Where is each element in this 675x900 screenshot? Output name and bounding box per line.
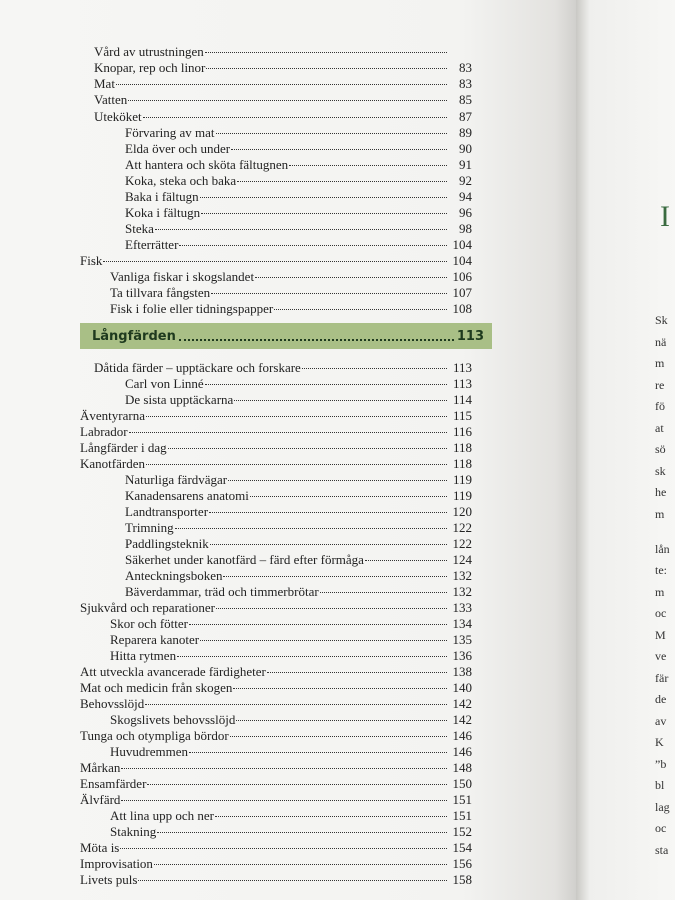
toc-page-number: 132 xyxy=(452,584,472,599)
toc-leader-dots xyxy=(216,608,447,609)
toc-entry-title: Baka i fältugn xyxy=(125,189,199,204)
toc-leader-dots xyxy=(179,245,447,246)
toc-entry xyxy=(80,44,472,60)
toc-leader-dots xyxy=(155,229,447,230)
toc-entry-title: De sista upptäckarna xyxy=(125,392,234,407)
toc-entry-title: Huvudremmen xyxy=(110,744,188,759)
toc-entry-title: Möta is xyxy=(80,840,120,855)
toc-page-number: 90 xyxy=(459,141,472,156)
toc-entry xyxy=(80,760,472,776)
right-page-text-fragment: de xyxy=(655,692,667,706)
chapter-heading-initial: I xyxy=(660,200,670,233)
toc-page-number: 92 xyxy=(459,173,472,188)
toc-page-number: 156 xyxy=(452,856,472,871)
toc-entry-title: Behovsslöjd xyxy=(80,696,145,711)
right-page-text-fragment: sö xyxy=(655,442,666,456)
toc-page-number: 142 xyxy=(452,712,472,727)
toc-leader-dots xyxy=(274,309,447,310)
right-page-text-fragment: at xyxy=(655,421,664,435)
toc-entry xyxy=(80,301,472,317)
toc-entry xyxy=(80,664,472,680)
toc-entry xyxy=(80,456,472,472)
toc-entry xyxy=(80,856,472,872)
toc-page-number: 148 xyxy=(452,760,472,775)
toc-page-number: 132 xyxy=(452,568,472,583)
toc-leader-dots xyxy=(231,149,447,150)
right-page-text-fragment: K xyxy=(655,735,664,749)
right-page xyxy=(576,0,675,900)
toc-page-number: 146 xyxy=(452,744,472,759)
toc-entry-title: Mat och medicin från skogen xyxy=(80,680,233,695)
toc-entry xyxy=(80,157,472,173)
toc-leader-dots xyxy=(128,100,447,101)
toc-entry xyxy=(80,840,472,856)
toc-entry-title: Uteköket xyxy=(94,109,142,124)
toc-entry-title: Tunga och otympliga bördor xyxy=(80,728,229,743)
toc-page-number: 87 xyxy=(459,109,472,124)
toc-page-number: 122 xyxy=(452,536,472,551)
toc-leader-dots xyxy=(177,656,447,657)
right-page-text-fragment: m xyxy=(655,507,665,521)
toc-entry-title: Att lina upp och ner xyxy=(110,808,214,823)
toc-entry-title: Reparera kanoter xyxy=(110,632,200,647)
toc-page-number: 108 xyxy=(452,301,472,316)
toc-page-number: 140 xyxy=(452,680,472,695)
toc-page-number: 83 xyxy=(459,76,472,91)
toc-leader-dots xyxy=(255,277,447,278)
toc-entry xyxy=(80,712,472,728)
toc-leader-dots xyxy=(237,181,447,182)
toc-entry-title: Vanliga fiskar i skogslandet xyxy=(110,269,255,284)
right-page-text-fragment: oc xyxy=(655,821,667,835)
toc-entry xyxy=(80,696,472,712)
toc-entry xyxy=(80,360,472,376)
toc-entry-title: Vatten xyxy=(94,92,128,107)
toc-entry xyxy=(80,680,472,696)
toc-leader-dots xyxy=(365,560,447,561)
toc-entry xyxy=(80,872,472,888)
toc-page-number: 114 xyxy=(452,392,472,407)
right-page-text-fragment: ”b xyxy=(655,757,667,771)
toc-page-number: 116 xyxy=(452,424,472,439)
toc-page-number: 113 xyxy=(452,376,472,391)
toc-entry-title: Improvisation xyxy=(80,856,153,871)
toc-entry-title: Sjukvård och reparationer xyxy=(80,600,216,615)
toc-entry xyxy=(80,520,472,536)
toc-entry-title: Livets puls xyxy=(80,872,138,887)
toc-entry xyxy=(80,440,472,456)
toc-entry-title: Labrador xyxy=(80,424,128,439)
right-page-text-fragment: Sk xyxy=(655,313,668,327)
toc-entry xyxy=(80,616,472,632)
toc-leader-dots xyxy=(236,720,447,721)
right-page-text-fragment: M xyxy=(655,628,666,642)
toc-entry-title: Knopar, rep och linor xyxy=(94,60,206,75)
toc-leader-dots xyxy=(168,448,447,449)
toc-entry xyxy=(80,408,472,424)
toc-entry xyxy=(80,792,472,808)
toc-leader-dots xyxy=(147,784,447,785)
toc-entry-title: Mårkan xyxy=(80,760,121,775)
toc-entry xyxy=(80,285,472,301)
toc-leader-dots xyxy=(211,293,447,294)
right-page-text-fragment: lån xyxy=(655,542,670,556)
toc-entry xyxy=(80,424,472,440)
toc-entry-title: Säkerhet under kanotfärd – färd efter förmåga xyxy=(125,552,364,567)
toc-leader-dots xyxy=(215,816,447,817)
toc-page-number: 151 xyxy=(452,792,472,807)
toc-entry-title: Kanotfärden xyxy=(80,456,145,471)
toc-entry xyxy=(80,472,472,488)
toc-entry-title: Att hantera och sköta fältugnen xyxy=(125,157,289,172)
toc-leader-dots xyxy=(138,880,447,881)
toc-page-number: 133 xyxy=(452,600,472,615)
toc-page-number: 135 xyxy=(452,632,472,647)
toc-page-number: 104 xyxy=(452,253,472,268)
toc-entry-title: Dåtida färder – upptäckare och forskare xyxy=(94,360,301,375)
toc-entry xyxy=(80,269,472,285)
toc-entry-title: Äventyrarna xyxy=(80,408,145,423)
toc-entry xyxy=(80,141,472,157)
toc-page-number: 151 xyxy=(452,808,472,823)
toc-entry xyxy=(80,648,472,664)
toc-entry-title: Steka xyxy=(125,221,154,236)
toc-leader-dots xyxy=(129,432,447,433)
toc-entry xyxy=(80,173,472,189)
toc-leader-dots xyxy=(223,576,447,577)
toc-entry xyxy=(80,552,472,568)
toc-entry xyxy=(80,584,472,600)
toc-entry-title: Anteckningsboken xyxy=(125,568,223,583)
toc-entry-title: Fisk i folie eller tidningspapper xyxy=(110,301,274,316)
toc-entry-title: Carl von Linné xyxy=(125,376,204,391)
toc-page-number: 146 xyxy=(452,728,472,743)
toc-entry xyxy=(80,504,472,520)
toc-page-number: 113 xyxy=(452,360,472,375)
right-page-text-fragment: bl xyxy=(655,778,665,792)
toc-entry-title: Naturliga färdvägar xyxy=(125,472,228,487)
toc-entry-title: Älvfärd xyxy=(80,792,121,807)
toc-entry xyxy=(80,808,472,824)
toc-entry-title: Bäverdammar, träd och timmerbrötar xyxy=(125,584,319,599)
right-page-text-fragment: fö xyxy=(655,399,665,413)
toc-entry xyxy=(80,237,472,253)
toc-leader-dots xyxy=(146,416,447,417)
toc-entry-title: Skor och fötter xyxy=(110,616,188,631)
right-page-text-fragment: av xyxy=(655,714,667,728)
right-page-text-fragment: fär xyxy=(655,671,669,685)
toc-page-number: 119 xyxy=(452,488,472,503)
toc-entry-title: Långfärder i dag xyxy=(80,440,167,455)
toc-leader-dots xyxy=(289,165,447,166)
toc-entry xyxy=(80,776,472,792)
toc-leader-dots xyxy=(206,68,447,69)
toc-leader-dots xyxy=(250,496,447,497)
toc-page-number: 94 xyxy=(459,189,472,204)
toc-leader-dots xyxy=(302,368,447,369)
toc-page-number: 118 xyxy=(452,440,472,455)
toc-page-number: 83 xyxy=(459,60,472,75)
right-page-text-fragment: nä xyxy=(655,335,667,349)
toc-leader-dots xyxy=(116,84,447,85)
toc-leader-dots xyxy=(200,640,447,641)
right-page-text-fragment: ve xyxy=(655,649,667,663)
toc-entry-title: Koka i fältugn xyxy=(125,205,201,220)
section-page-number: 113 xyxy=(456,328,484,344)
toc-entry xyxy=(80,600,472,616)
toc-entry-title: Koka, steka och baka xyxy=(125,173,237,188)
right-page-text-fragment: sk xyxy=(655,464,666,478)
toc-entry-title: Vård av utrustningen xyxy=(94,44,204,59)
toc-entry-title: Trimning xyxy=(125,520,174,535)
toc-entry xyxy=(80,253,472,269)
toc-entry xyxy=(80,60,472,76)
toc-entry xyxy=(80,92,472,108)
toc-leader-dots xyxy=(121,768,447,769)
toc-page-number: 119 xyxy=(452,472,472,487)
right-page-text-fragment: sta xyxy=(655,843,669,857)
toc-leader-dots xyxy=(189,752,447,753)
toc-page-number: 96 xyxy=(459,205,472,220)
toc-leader-dots xyxy=(143,117,447,118)
toc-page-number: 120 xyxy=(452,504,472,519)
right-page-text-fragment: lag xyxy=(655,800,670,814)
toc-entry xyxy=(80,189,472,205)
toc-page-number: 115 xyxy=(452,408,472,423)
toc-page-number: 158 xyxy=(452,872,472,887)
right-page-text-fragment: he xyxy=(655,485,667,499)
toc-entry xyxy=(80,221,472,237)
toc-page-number: 150 xyxy=(452,776,472,791)
toc-leader-dots xyxy=(234,400,447,401)
toc-leader-dots xyxy=(320,592,447,593)
toc-leader-dots xyxy=(209,512,447,513)
toc-leader-dots xyxy=(233,688,447,689)
toc-leader-dots xyxy=(200,197,447,198)
right-page-text-fragment: m xyxy=(655,356,665,370)
toc-entry-title: Ta tillvara fångsten xyxy=(110,285,211,300)
toc-page-number: 107 xyxy=(452,285,472,300)
toc-entry-title: Mat xyxy=(94,76,115,91)
toc-entry-title: Efterrätter xyxy=(125,237,179,252)
right-page-text-fragment: te: xyxy=(655,563,667,577)
toc-entry-title: Att utveckla avancerade färdigheter xyxy=(80,664,266,679)
toc-page-number: 91 xyxy=(459,157,472,172)
toc-page-number: 152 xyxy=(452,824,472,839)
toc-page-number: 122 xyxy=(452,520,472,535)
toc-entry xyxy=(80,632,472,648)
toc-page-number: 85 xyxy=(459,92,472,107)
toc-leader-dots xyxy=(157,832,447,833)
toc-entry-title: Förvaring av mat xyxy=(125,125,215,140)
toc-entry-title: Paddlingsteknik xyxy=(125,536,209,551)
toc-entry-title: Fisk xyxy=(80,253,103,268)
toc-leader-dots xyxy=(267,672,447,673)
toc-leader-dots xyxy=(230,736,447,737)
toc-entry xyxy=(80,744,472,760)
toc-leader-dots xyxy=(189,624,447,625)
toc-entry-title: Ensamfärder xyxy=(80,776,147,791)
toc-leader-dots xyxy=(205,52,447,53)
toc-leader-dots xyxy=(145,704,447,705)
toc-leader-dots xyxy=(120,848,447,849)
toc-entry-title: Skogslivets behovsslöjd xyxy=(110,712,236,727)
right-page-text-fragment: oc xyxy=(655,606,667,620)
toc-page-number: 104 xyxy=(452,237,472,252)
toc-entry xyxy=(80,125,472,141)
right-page-text-fragment: m xyxy=(655,585,665,599)
toc-entry xyxy=(80,824,472,840)
toc-leader-dots xyxy=(175,528,447,529)
toc-page-number: 138 xyxy=(452,664,472,679)
toc-leader-dots xyxy=(103,261,447,262)
toc-entry xyxy=(80,76,472,92)
toc-entry xyxy=(80,536,472,552)
toc-leader-dots xyxy=(228,480,447,481)
right-page-text-fragment: re xyxy=(655,378,665,392)
toc-page-number: 118 xyxy=(452,456,472,471)
toc-page-number: 142 xyxy=(452,696,472,711)
toc-entry xyxy=(80,488,472,504)
toc-leader-dots xyxy=(210,544,447,545)
section-header-langfarden xyxy=(80,323,492,349)
toc-page-number: 98 xyxy=(459,221,472,236)
toc-leader-dots xyxy=(146,464,447,465)
toc-page-number: 124 xyxy=(452,552,472,567)
toc-page-number: 136 xyxy=(452,648,472,663)
toc-entry-title: Elda över och under xyxy=(125,141,231,156)
toc-page-number: 106 xyxy=(452,269,472,284)
toc-page-number: 154 xyxy=(452,840,472,855)
toc-entry xyxy=(80,392,472,408)
toc-leader-dots xyxy=(205,384,447,385)
toc-entry-title: Hitta rytmen xyxy=(110,648,177,663)
toc-entry xyxy=(80,376,472,392)
toc-entry-title: Kanadensarens anatomi xyxy=(125,488,249,503)
toc-entry xyxy=(80,728,472,744)
toc-entry xyxy=(80,109,472,125)
toc-entry-title: Stakning xyxy=(110,824,157,839)
toc-leader-dots xyxy=(154,864,447,865)
toc-leader-dots xyxy=(121,800,447,801)
section-leader-dots xyxy=(179,339,454,341)
toc-page-number: 134 xyxy=(452,616,472,631)
toc-entry xyxy=(80,568,472,584)
toc-leader-dots xyxy=(216,133,447,134)
section-title: Långfärden xyxy=(92,328,176,344)
toc-leader-dots xyxy=(201,213,447,214)
toc-entry-title: Landtransporter xyxy=(125,504,209,519)
toc-entry xyxy=(80,205,472,221)
toc-page-number: 89 xyxy=(459,125,472,140)
